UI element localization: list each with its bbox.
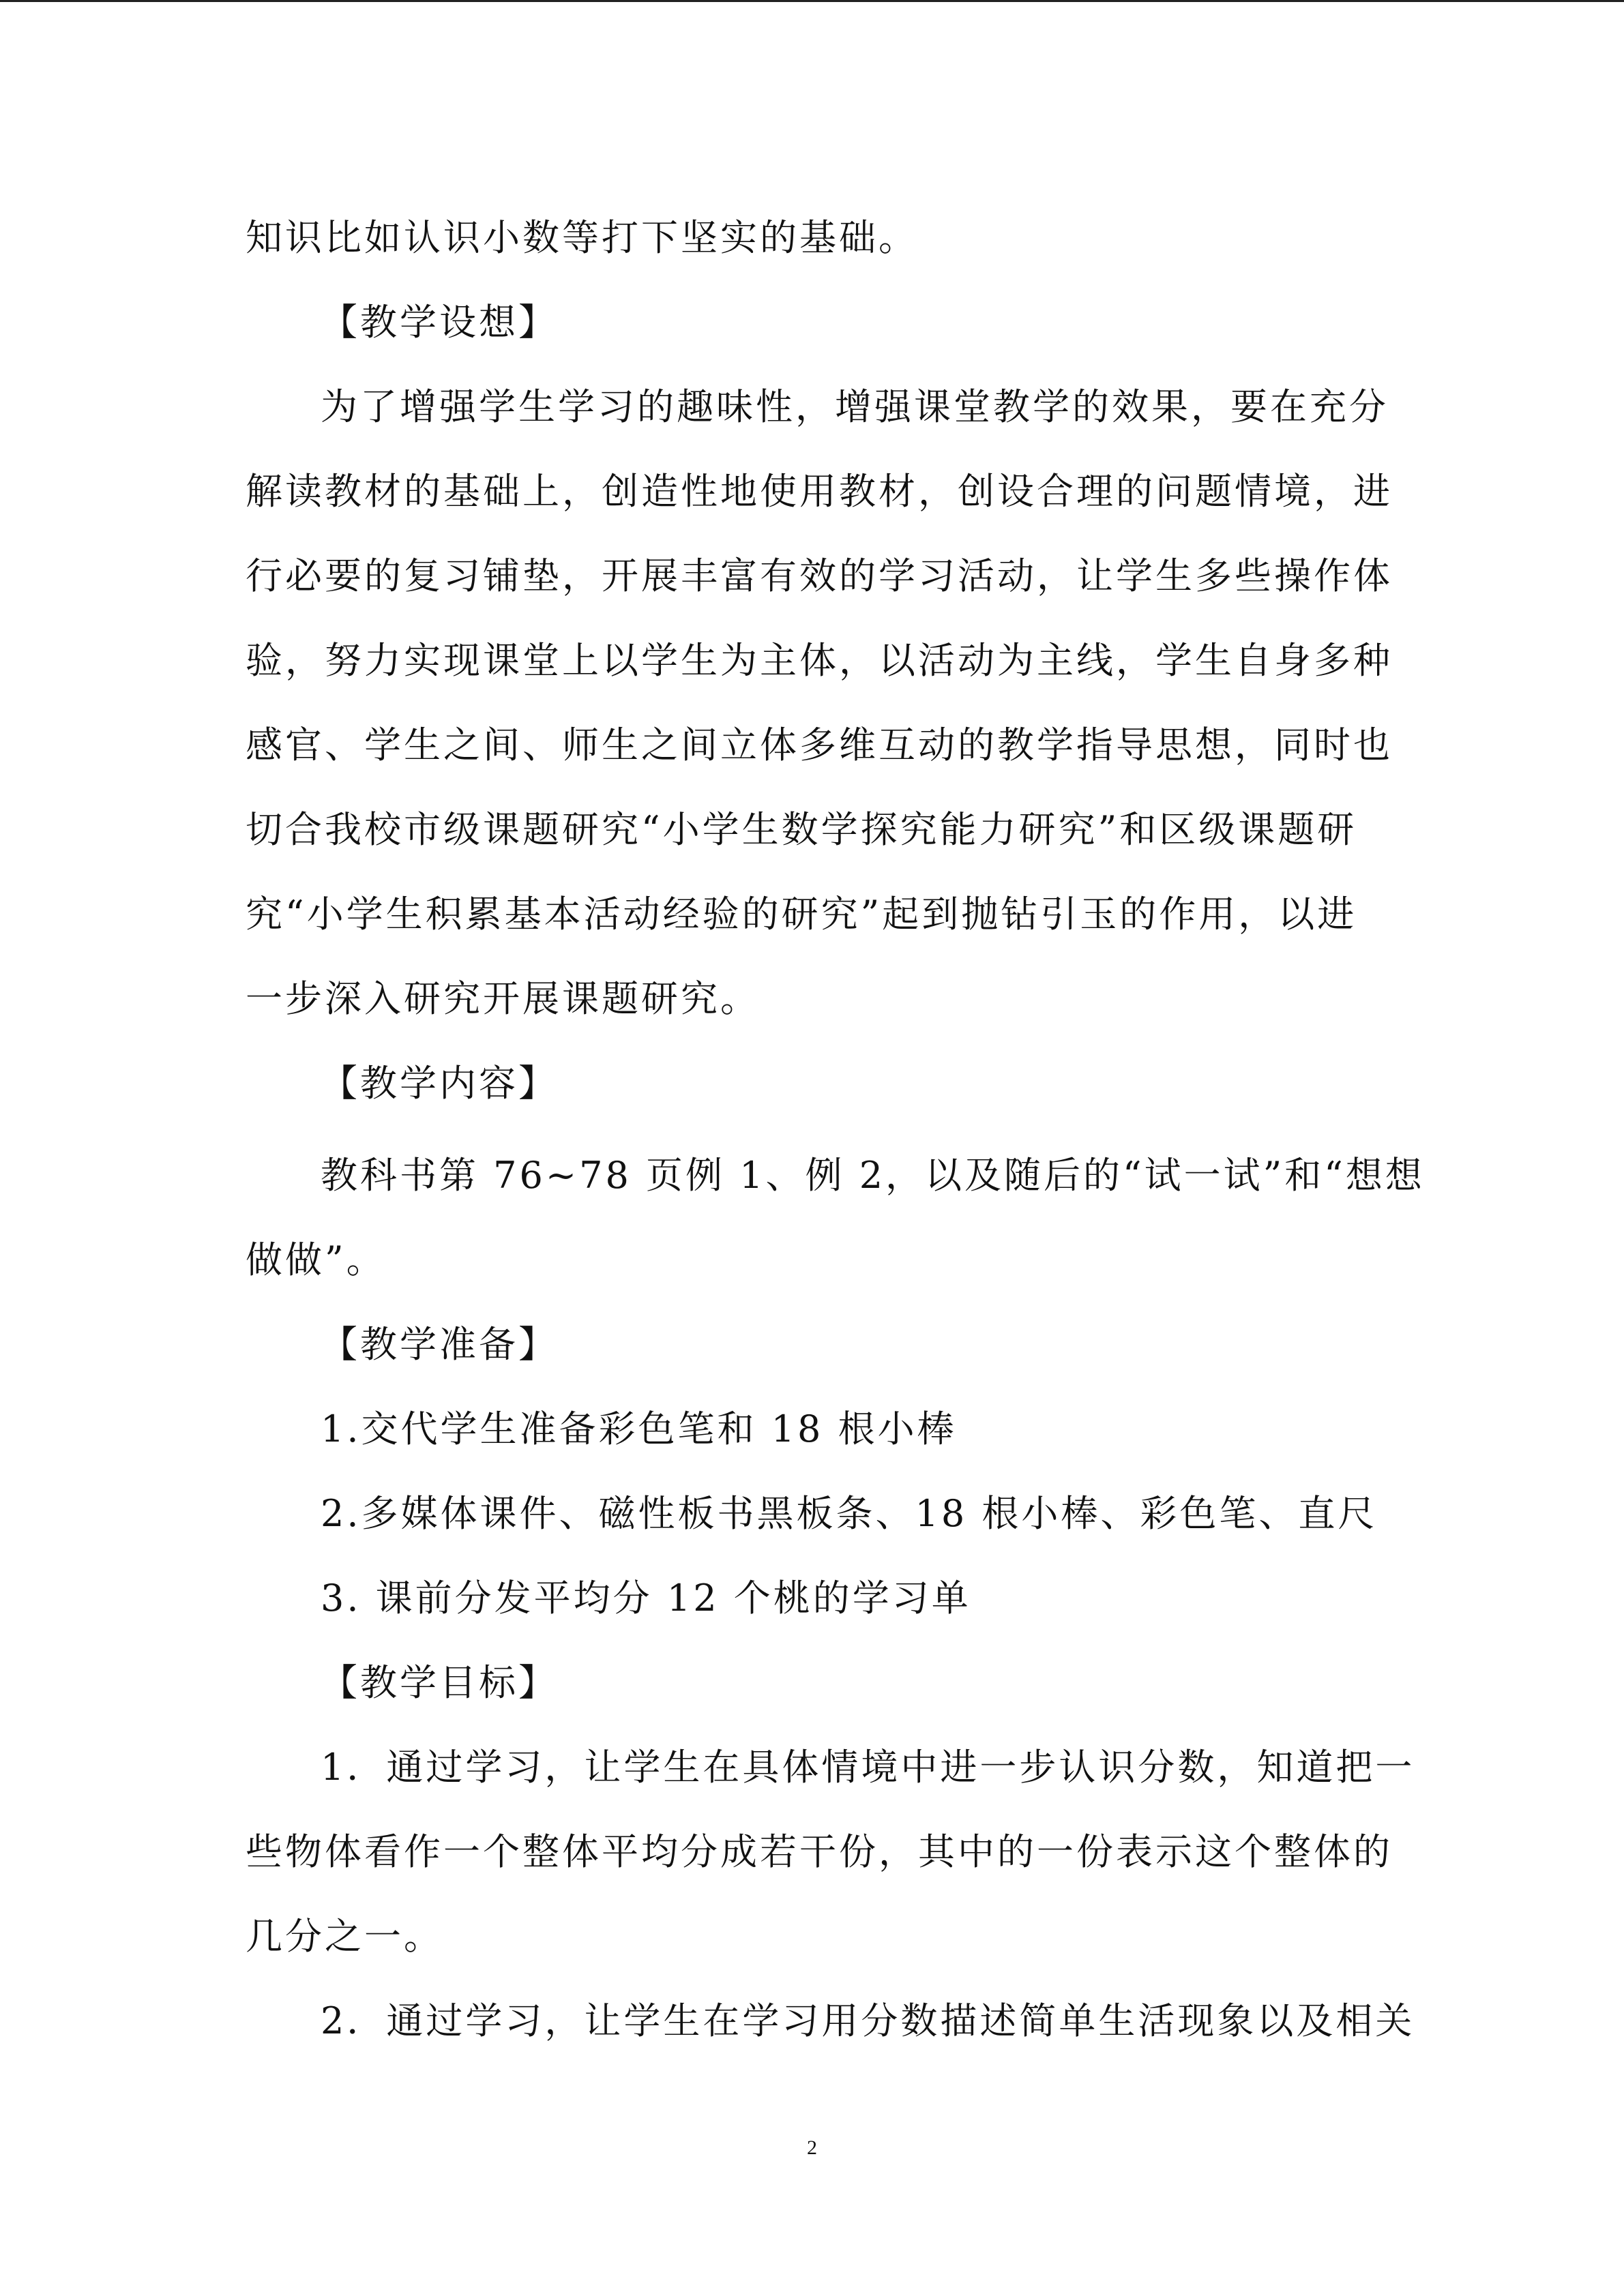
text-line-8: 切合我校市级课题研究“小学生数学探究能力研究”和区级课题研 xyxy=(246,808,1357,851)
list-item-preparation-1: 1.交代学生准备彩色笔和 18 根小棒 xyxy=(321,1407,957,1450)
text-line-20: 些物体看作一个整体平均分成若干份，其中的一份表示这个整体的 xyxy=(246,1830,1393,1873)
text-line-1: 知识比如认识小数等打下坚实的基础。 xyxy=(246,216,918,259)
text-line-6: 验，努力实现课堂上以学生为主体，以活动为主线，学生自身多种 xyxy=(246,639,1393,682)
text-line-19: 1．通过学习，让学生在具体情境中进一步认识分数，知道把一 xyxy=(321,1746,1415,1789)
text-line-3: 为了增强学生学习的趣味性，增强课堂教学的效果，要在充分 xyxy=(321,385,1389,428)
text-line-4: 解读教材的基础上，创造性地使用教材，创设合理的问题情境，进 xyxy=(246,470,1393,513)
text-line-5: 行必要的复习铺垫，开展丰富有效的学习活动，让学生多些操作体 xyxy=(246,554,1393,597)
text-line-12: 教科书第 76~78 页例 1、例 2，以及随后的“试一试”和“想想 xyxy=(321,1154,1425,1197)
list-item-preparation-2: 2.多媒体课件、磁性板书黑板条、18 根小棒、彩色笔、直尺 xyxy=(321,1492,1378,1535)
section-heading-teaching-content: 【教学内容】 xyxy=(321,1062,558,1105)
text-line-7: 感官、学生之间、师生之间立体多维互动的教学指导思想，同时也 xyxy=(246,724,1393,766)
text-line-21: 几分之一。 xyxy=(246,1915,443,1958)
page-number: 2 xyxy=(807,2136,817,2159)
list-item-preparation-3: 3. 课前分发平均分 12 个桃的学习单 xyxy=(321,1577,971,1620)
section-heading-teaching-preparation: 【教学准备】 xyxy=(321,1323,558,1366)
text-line-9: 究“小学生积累基本活动经验的研究”起到抛钻引玉的作用，以进 xyxy=(246,893,1357,936)
section-heading-teaching-objectives: 【教学目标】 xyxy=(321,1661,558,1704)
text-line-22: 2．通过学习，让学生在学习用分数描述简单生活现象以及相关 xyxy=(321,1999,1415,2042)
text-line-13: 做做”。 xyxy=(246,1238,386,1281)
section-heading-teaching-concept: 【教学设想】 xyxy=(321,301,558,344)
text-line-10: 一步深入研究开展课题研究。 xyxy=(246,977,760,1020)
